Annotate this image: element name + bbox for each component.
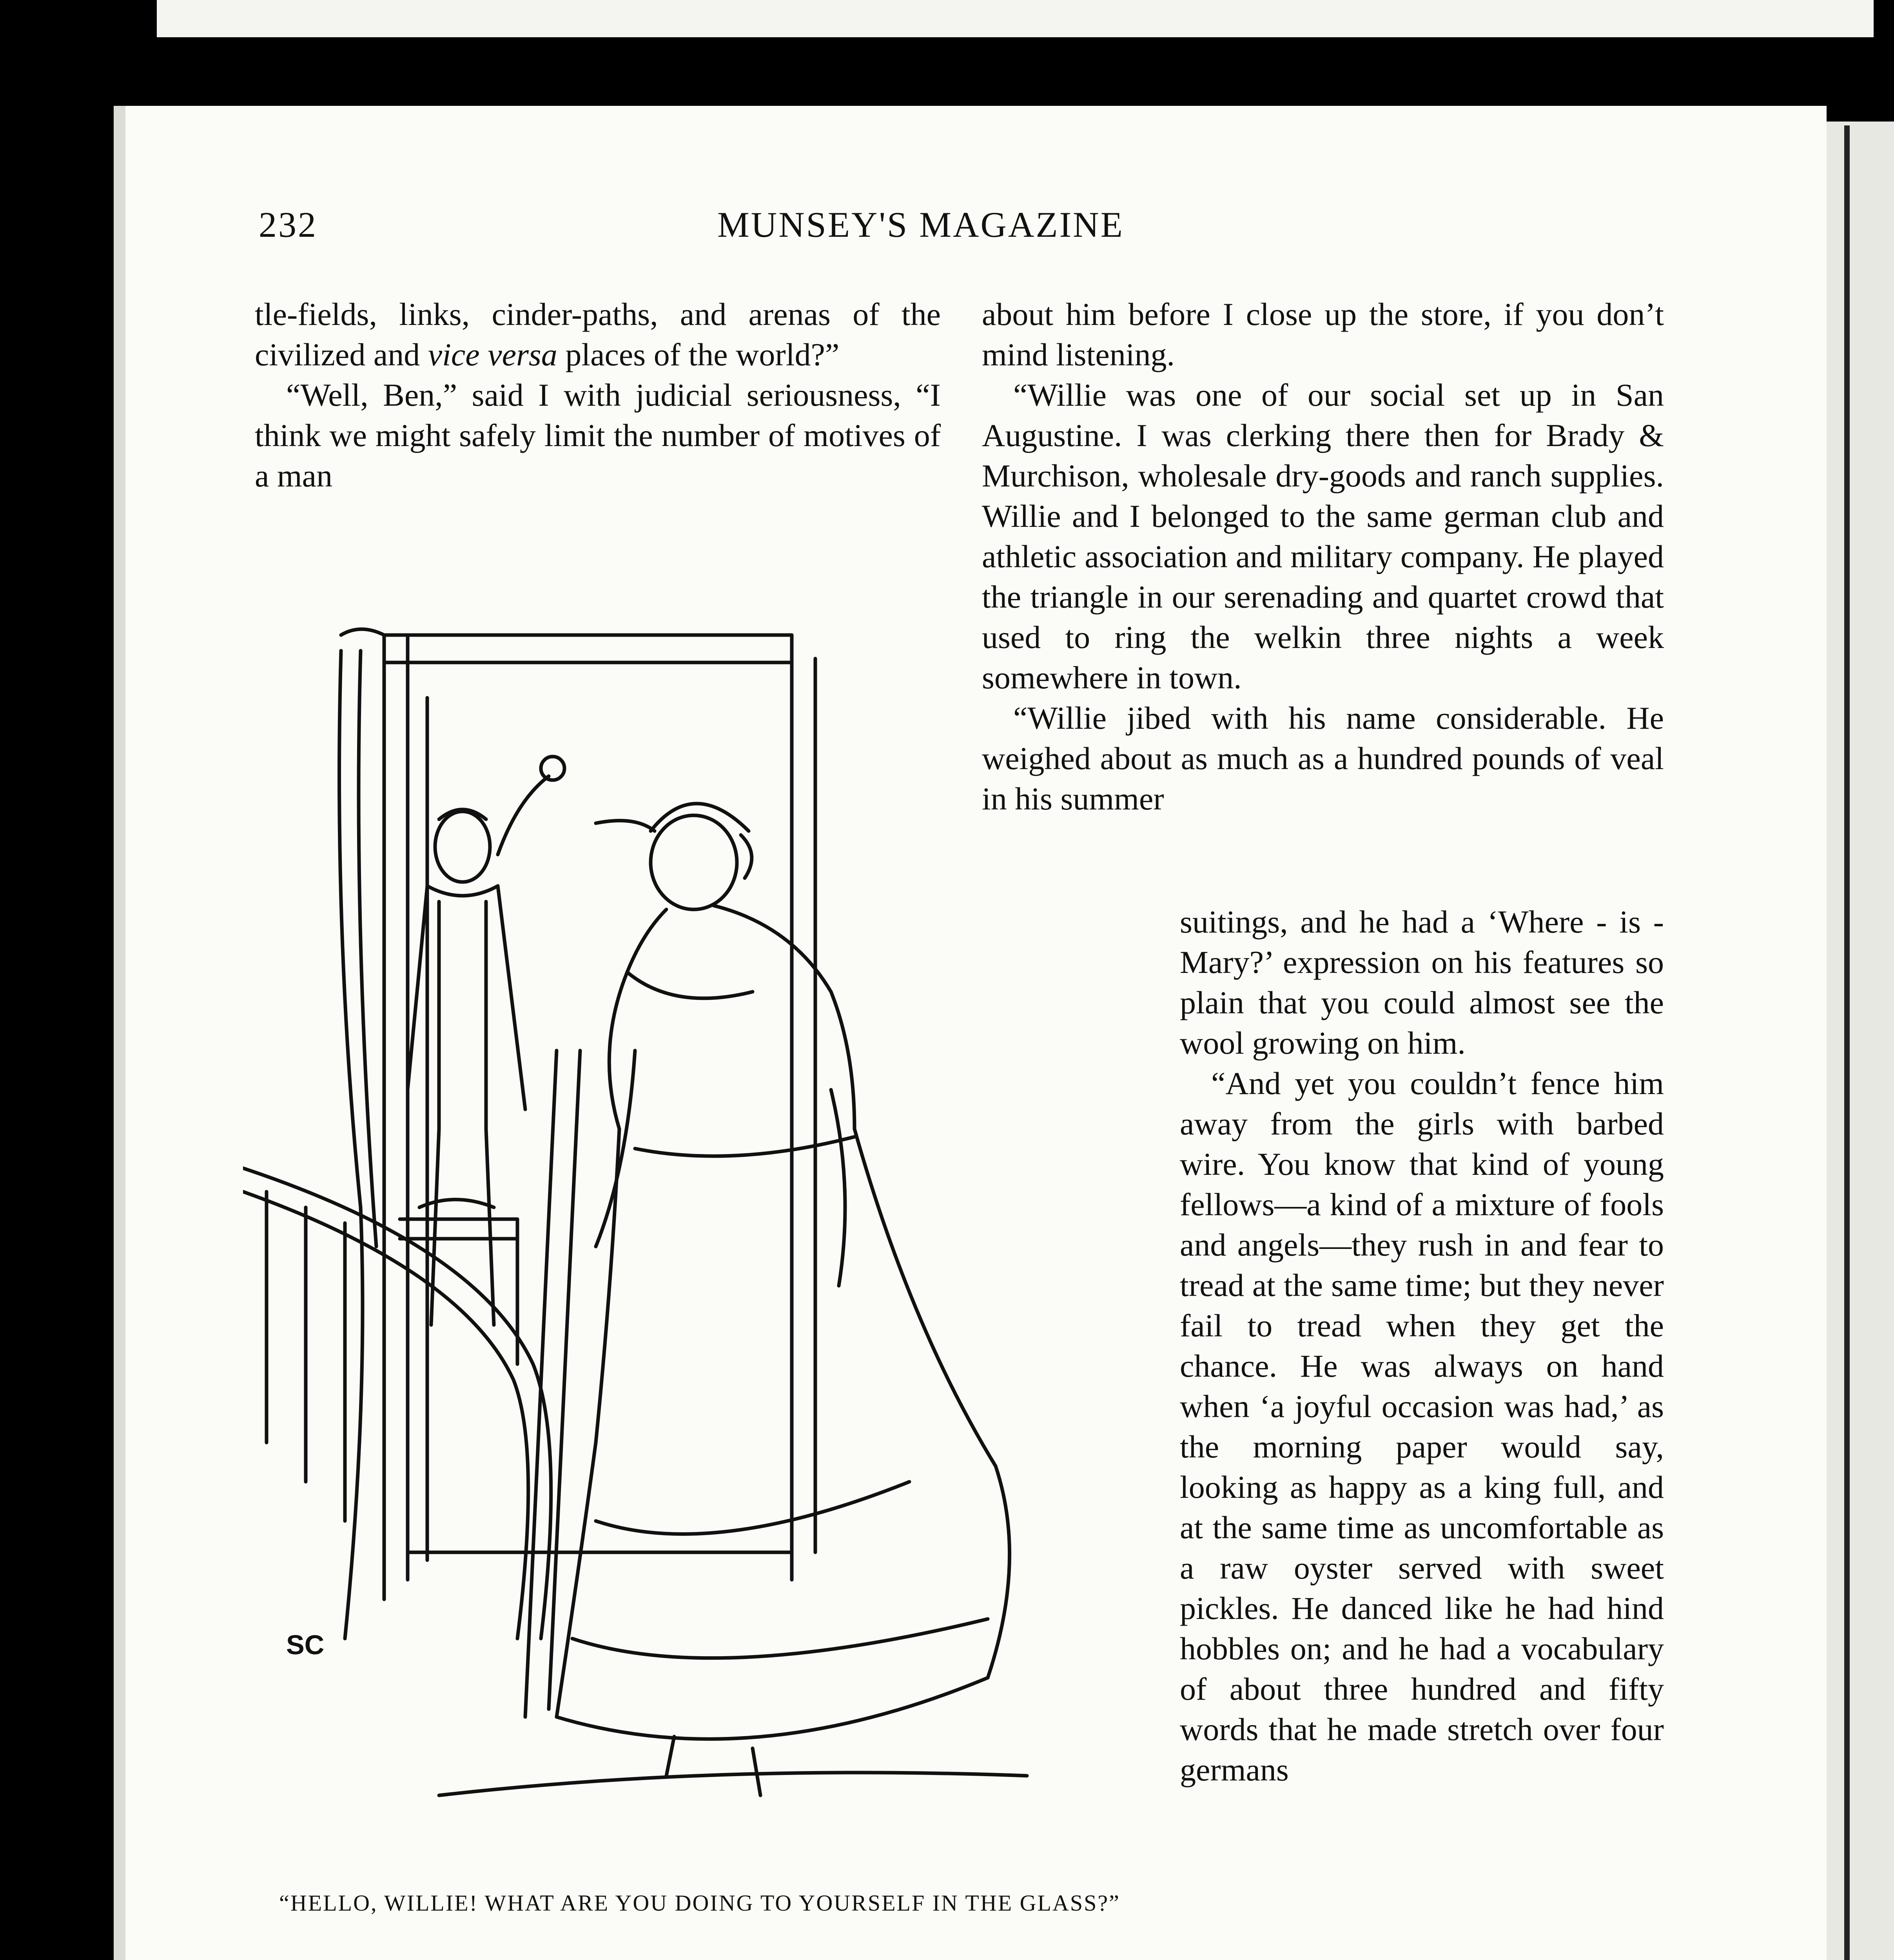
paragraph: “Well, Ben,” said I with judicial seriousness, “I think we might safely limit the number of motives of a man	[255, 377, 941, 494]
paragraph: “And yet you couldn’t fence him away from the girls with barbed wire. You know that kind of young fellows—a kind of a mixture of fools and angels—they rush in and fear to tread at the same time; but they never fail to tread when they get the chance. He was always on hand when ‘a joyful occasion was had,’ as the morning paper would say, looking as happy as a king full, and at the same time as uncomfortable as a raw oyster served with sweet pickles. He danced like he had hind hobbles on; and he had a vocabulary of about three hundred and fifty words that he made stretch over four germans	[1180, 1065, 1664, 1788]
illustration-caption: “HELLO, WILLIE! WHAT ARE YOU DOING TO YOURSELF IN THE GLASS?”	[279, 1890, 1120, 1916]
illustrator-monogram: SC	[286, 1630, 325, 1660]
right-column-wrap	[1180, 902, 1664, 1790]
paragraph: about him before I close up the store, if you don’t mind listening.	[982, 296, 1664, 372]
previous-page-edge	[157, 0, 1874, 37]
paragraph: suitings, and he had a ‘Where - is - Mary?’ expression on his features so plain that you could almost see the wool growing on him.	[1180, 904, 1664, 1061]
illustration-woman-and-willie-mirror	[243, 580, 1156, 1854]
book-gutter-line	[1844, 125, 1850, 1960]
left-column-top	[255, 294, 941, 496]
paragraph: “Willie jibed with his name considerable. He weighed about as much as a hundred pounds of veal in his summer	[982, 700, 1664, 817]
paragraph: tle-fields, links, cinder-paths, and arenas of the civilized and vice versa places of the world?”	[255, 296, 941, 372]
running-header-title: MUNSEY'S MAGAZINE	[717, 205, 1124, 245]
page-number: 232	[259, 205, 317, 245]
page-stack-edge	[1815, 122, 1894, 1960]
paragraph: “Willie was one of our social set up in San Augustine. I was clerking there then for Brady & Murchison, wholesale dry-goods and ranch supplies. Willie and I belonged to the same german club and athletic association and military company. He played the triangle in our serenading and quartet crowd that used to ring the welkin three nights a week somewhere in town.	[982, 377, 1664, 695]
